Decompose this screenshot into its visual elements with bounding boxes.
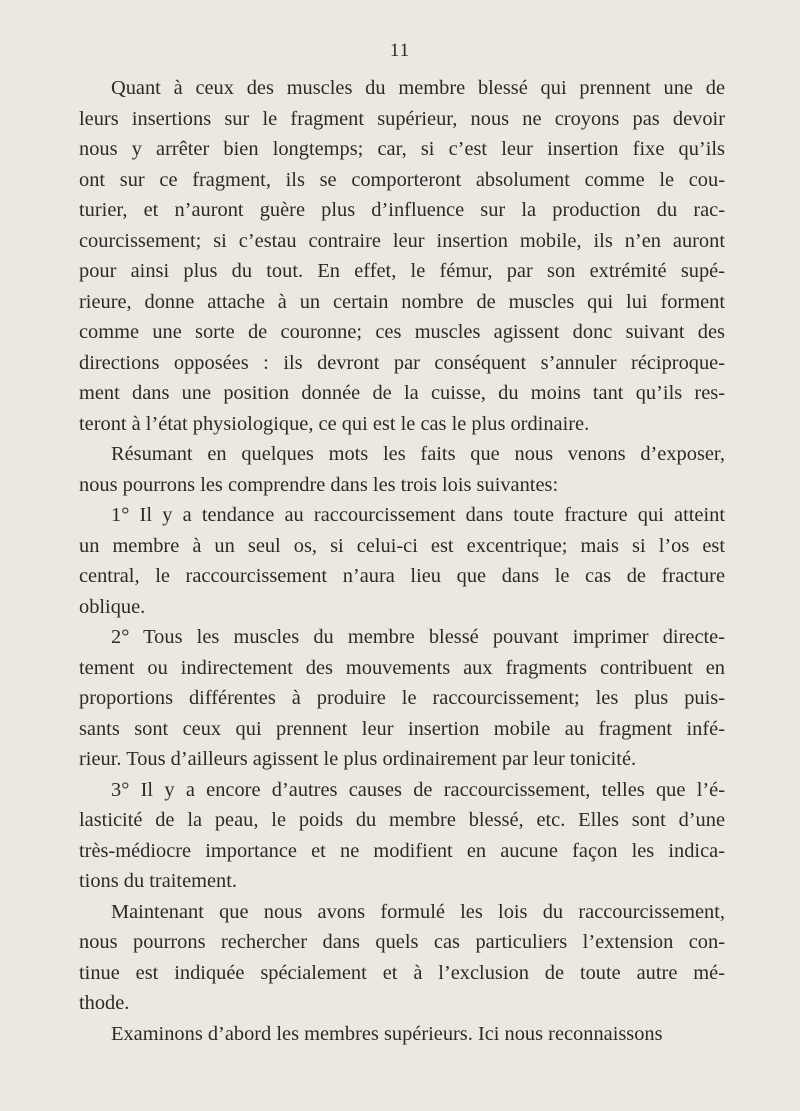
text-line: sants sont ceux qui prennent leur insertion mobile au fragment infé- (79, 717, 725, 740)
text-line: 3° Il y a encore d’autres causes de raccourcissement, telles que l’é- (111, 778, 725, 801)
text-line: ment dans une position donnée de la cuisse, du moins tant qu’ils res- (79, 382, 725, 404)
text-line: lasticité de la peau, le poids du membre blessé, etc. Elles sont d’une (79, 809, 725, 831)
text-line: 1° Il y a tendance au raccourcissement dans toute fracture qui atteint (111, 504, 725, 526)
paragraph (79, 897, 725, 1019)
text-line: nous pourrons les comprendre dans les trois lois suivantes: (79, 473, 559, 496)
text-line: proportions différentes à produire le raccourcissement; les plus puis- (79, 687, 725, 709)
paragraph (79, 1019, 725, 1050)
text-line: un membre à un seul os, si celui-ci est excentrique; mais si l’os est (79, 534, 725, 557)
text-line: turier, et n’auront guère plus d’influence sur la production du rac- (79, 199, 725, 221)
page-number: 11 (389, 40, 411, 61)
paragraph (79, 500, 725, 622)
text-line: très-médiocre importance et ne modifient en aucune façon les indica- (79, 839, 725, 862)
text-line: tinue est indiquée spécialement et à l’exclusion de toute autre mé- (79, 961, 725, 984)
paragraph (79, 73, 725, 439)
text-line: rieure, donne attache à un certain nombre de muscles qui lui forment (79, 290, 725, 313)
text-line: nous pourrons rechercher dans quels cas particuliers l’extension con- (79, 931, 725, 953)
text-line: directions opposées : ils devront par conséquent s’annuler réciproque- (79, 351, 725, 374)
text-line: tions du traitement. (79, 870, 237, 892)
paragraph (79, 439, 725, 500)
text-line: nous y arrêter bien longtemps; car, si c’est leur insertion fixe qu’ils (79, 138, 725, 160)
text-line: pour ainsi plus du tout. En effet, le fémur, par son extrémité supé- (79, 260, 725, 282)
text-line: leurs insertions sur le fragment supérieur, nous ne croyons pas devoir (79, 107, 725, 130)
body-text (79, 73, 725, 1049)
text-line: Résumant en quelques mots les faits que nous venons d’exposer, (111, 443, 725, 465)
paragraph (79, 622, 725, 775)
text-line: oblique. (79, 595, 146, 618)
text-line: ont sur ce fragment, ils se comporteront absolument comme le cou- (79, 168, 725, 191)
text-line: tement ou indirectement des mouvements aux fragments contribuent en (79, 656, 725, 679)
text-line: Maintenant que nous avons formulé les lois du raccourcissement, (111, 900, 725, 923)
text-line: Quant à ceux des muscles du membre blessé qui prennent une de (111, 77, 725, 99)
text-line: Examinons d’abord les membres supérieurs. Ici nous reconnaissons (111, 1022, 663, 1045)
text-line: teront à l’état physiologique, ce qui est le cas le plus ordinaire. (79, 412, 590, 435)
text-line: courcissement; si c’estau contraire leur insertion mobile, ils n’en auront (79, 229, 725, 252)
text-line: 2° Tous les muscles du membre blessé pouvant imprimer directe- (111, 626, 725, 648)
paragraph (79, 775, 725, 897)
text-line: comme une sorte de couronne; ces muscles agissent donc suivant des (79, 321, 725, 343)
text-line: central, le raccourcissement n’aura lieu que dans le cas de fracture (79, 565, 725, 587)
text-line: rieur. Tous d’ailleurs agissent le plus ordinairement par leur tonicité. (79, 748, 637, 770)
text-line: thode. (79, 992, 130, 1014)
